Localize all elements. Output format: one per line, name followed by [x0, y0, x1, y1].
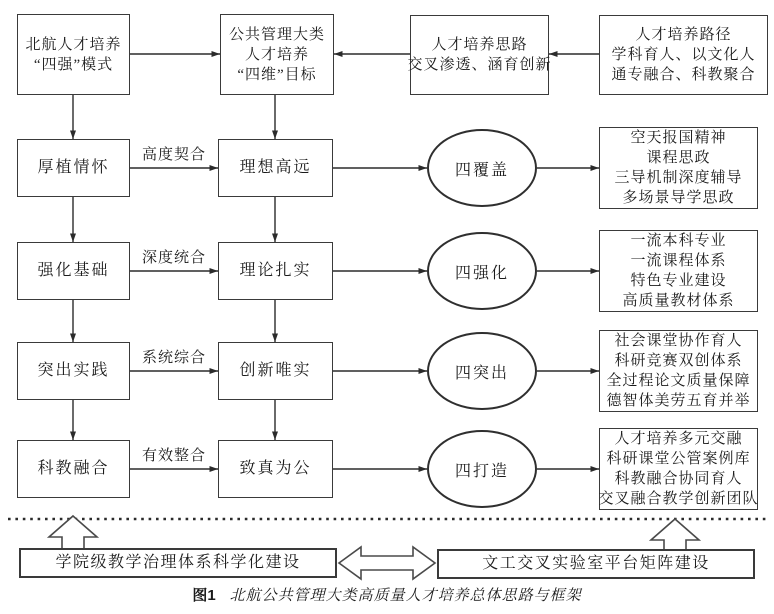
node-beihang-mode	[17, 14, 130, 95]
node-governance-bar	[19, 548, 337, 578]
node-text-line: 多场景导学思政	[622, 190, 735, 206]
node-text-line: 学科育人、以文化人	[611, 47, 756, 63]
node-right-row-3	[599, 330, 758, 412]
node-mid-row-4	[218, 440, 333, 498]
node-text-line: “四强”模式	[33, 56, 114, 73]
node-text-line: 全过程论文质量保障	[606, 373, 751, 389]
node-lab-platform-bar	[437, 549, 755, 579]
node-text-line: 公共管理大类	[228, 26, 325, 43]
node-text-line: 交叉渗透、涵育创新	[407, 57, 552, 73]
node-four-dim-goal	[220, 14, 334, 95]
node-text-line: 学院级教学治理体系科学化建设	[55, 554, 301, 571]
node-mid-row-2	[218, 242, 333, 300]
node-text-line: 北航人才培养	[25, 36, 122, 53]
node-right-row-4	[599, 428, 758, 510]
node-training-idea	[407, 15, 552, 95]
edge-label-row-1: 高度契合	[141, 147, 206, 163]
node-text-line: 突出实践	[37, 362, 110, 379]
hollow-double-arrow	[339, 547, 435, 579]
node-mid-row-3	[218, 342, 333, 400]
node-text-line: 德智体美劳五育并举	[606, 393, 751, 409]
node-text-line: 人才培养思路	[431, 37, 528, 53]
node-text-line: 特色专业建设	[630, 273, 727, 289]
node-text-line: “四维”目标	[237, 66, 317, 83]
node-training-path	[599, 15, 768, 95]
node-text-line: 一流本科专业	[630, 233, 727, 249]
node-text-line: 致真为公	[239, 460, 312, 477]
figure-caption	[0, 584, 774, 605]
node-text-line: 理论扎实	[239, 262, 312, 279]
ellipse-text: 四突出	[454, 364, 509, 382]
ellipse-row-1	[427, 129, 537, 207]
figure-caption-label: 图1	[192, 587, 216, 604]
node-text-line: 创新唯实	[239, 362, 312, 379]
ellipse-row-4	[427, 430, 537, 508]
node-text-line: 科研竞赛双创体系	[614, 353, 743, 369]
node-right-row-1	[599, 127, 758, 209]
node-text-line: 科研课堂公管案例库	[606, 451, 751, 467]
node-text-line: 文工交叉实验室平台矩阵建设	[482, 555, 710, 572]
hollow-up-arrow-left	[49, 516, 97, 549]
ellipse-row-3	[427, 332, 537, 410]
node-text-line: 社会课堂协作育人	[614, 333, 743, 349]
node-text-line: 强化基础	[37, 262, 110, 279]
node-text-line: 科教融合	[37, 460, 110, 477]
figure-caption-text: 北航公共管理大类高质量人才培养总体思路与框架	[229, 588, 582, 604]
node-left-row-4	[17, 440, 130, 498]
ellipse-text: 四覆盖	[454, 161, 509, 179]
node-mid-row-1	[218, 139, 333, 197]
node-left-row-3	[17, 342, 130, 400]
hollow-up-arrow-right	[651, 519, 699, 552]
node-text-line: 人才培养多元交融	[614, 431, 743, 447]
node-text-line: 课程思政	[646, 150, 711, 166]
node-text-line: 交叉融合教学创新团队	[598, 491, 759, 507]
node-left-row-2	[17, 242, 130, 300]
edge-label-row-2: 深度统合	[141, 250, 206, 266]
edge-label-row-4: 有效整合	[141, 448, 206, 464]
node-left-row-1	[17, 139, 130, 197]
node-text-line: 高质量教材体系	[622, 293, 735, 309]
node-text-line: 厚植情怀	[37, 159, 110, 176]
node-text-line: 人才培养	[244, 46, 309, 63]
ellipse-text: 四强化	[454, 264, 509, 282]
node-right-row-2	[599, 230, 758, 312]
node-text-line: 一流课程体系	[630, 253, 727, 269]
node-text-line: 通专融合、科教聚合	[611, 67, 756, 83]
node-text-line: 人才培养路径	[635, 27, 732, 43]
ellipse-text: 四打造	[454, 462, 509, 480]
ellipse-row-2	[427, 232, 537, 310]
node-text-line: 理想高远	[239, 159, 312, 176]
node-text-line: 空天报国精神	[630, 130, 727, 146]
node-text-line: 三导机制深度辅导	[614, 170, 743, 186]
node-text-line: 科教融合协同育人	[614, 471, 743, 487]
edge-label-row-3: 系统综合	[141, 350, 206, 366]
